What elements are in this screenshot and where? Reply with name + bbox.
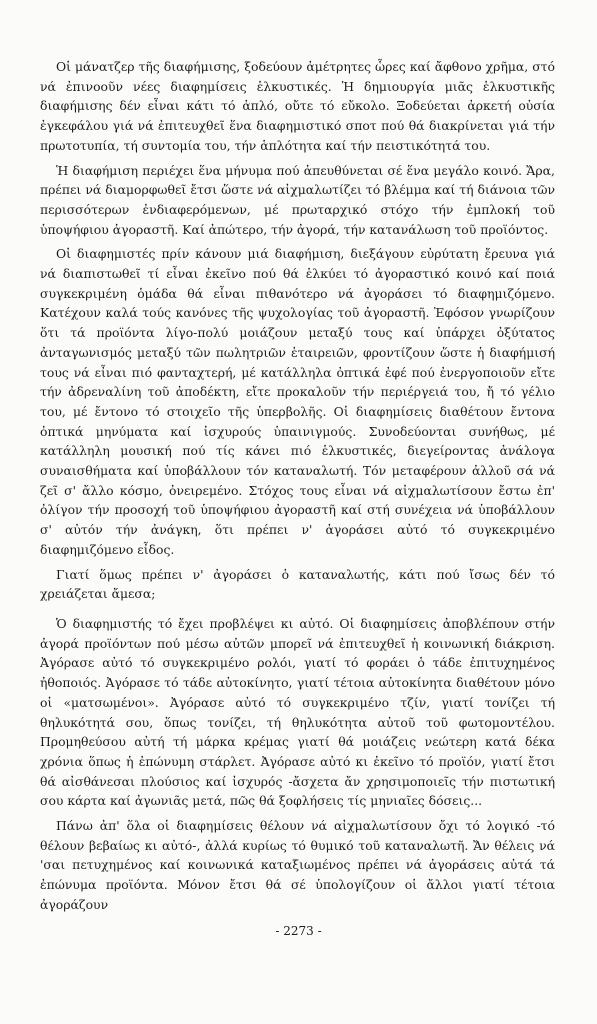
paragraph-2: Ἡ διαφήμιση περιέχει ἕνα μήνυμα πού ἀπευθύνεται σέ ἕνα μεγάλο κοινό. Ἄρα, πρέπει νά διαμορφωθεῖ ἔτσι ὥστε νά αἰχμαλωτίζει τό βλέμμα καί τή διάνοια τῶν περισσότερων ἐνδιαφερόμενων, μέ πρωταρχικό στόχο τήν ἐμπλοκή τοῦ ὑποψήφιου ἀγοραστῆ. Καί ἀπώτερο, τήν ἀγορά, τήν κατανάλωση τοῦ προϊόντος. xyxy=(40,162,555,237)
paragraph-5: Ὁ διαφημιστής τό ἔχει προβλέψει κι αὐτό. Οἱ διαφημίσεις ἀποβλέπουν στήν ἀγορά προϊόντων πού μέσω αὐτῶν μπορεῖ νά ἐπιτευχθεῖ ἡ κοινωνική διάκριση. Ἀγόρασε αὐτό τό συγκεκριμένο ρολόι, γιατί τό φοράει ὁ τάδε ἐπιτυχημένος ἠθοποιός. Ἀγόρασε τό τάδε αὐτοκίνητο, γιατί τέτοια αὐτοκίνητα διαθέτουν μόνο οἱ «ματσωμένοι». Ἀγόρασε αὐτό τό συγκεκριμένο τζίν, γιατί τονίζει τή θηλυκότητά σου, ὅπως τονίζει, τή θηλυκότητα αὐτοῦ τοῦ φωτομοντέλου. Προμηθεύσου αὐτή τή μάρκα κρέμας γιατί θά μοιάζεις νεώτερη κατά δέκα χρόνια ὅπως ἡ ἐπώνυμη στάρλετ. Ἀγόρασε αὐτό κι ἐκεῖνο τό προϊόν, γιατί ἔτσι θά αἰσθάνεσαι πλούσιος καί ἰσχυρός -ἄσχετα ἄν χρησιμοποιεῖς τήν πιστωτική σου κάρτα καί ἀγωνιᾶς μετά, πῶς θά ξοφλήσεις τίς μηνιαῖες δόσεις... xyxy=(40,615,555,809)
page-number: - 2273 - xyxy=(275,924,322,938)
paragraph-3: Οἱ διαφημιστές πρίν κάνουν μιά διαφήμιση, διεξάγουν εὐρύτατη ἔρευνα γιά νά διαπιστωθεῖ τί εἶναι ἐκεῖνο πού θά ἑλκύει τό ἀγοραστικό κοινό καί ποιά συγκεκριμένη ὁμάδα θά εἶναι πιθανότερο νά ἀγοράσει τό διαφημιζόμενο. Κατέχουν καλά τούς κανόνες τῆς ψυχολογίας τοῦ ἀγοραστῆ. Ἐφόσον γνωρίζουν ὅτι τά προϊόντα λίγο-πολύ μοιάζουν μεταξύ τους καί ὑπάρχει ὀξύτατος ἀνταγωνισμός μεταξύ τῶν πωλητριῶν ἑταιρειῶν, φροντίζουν ὥστε ἡ διαφήμισή τους νά εἶναι πιό φανταχτερή, μέ κατάλληλα ὀπτικά ἐφέ πού ἐνεργοποιοῦν εἴτε τήν ἀδρεναλίνη τοῦ ἀποδέκτη, εἴτε προκαλοῦν τήν περιέργειά του, ἤ τό γέλιο του, μέ ἔντονο τό στοιχεῖο τῆς ὑπερβολῆς. Οἱ διαφημίσεις διαθέτουν ἔντονα ὀπτικά μηνύματα καί ἰσχυρούς ὑπαινιγμούς. Συνοδεύονται συνήθως, μέ κατάλληλη μουσική πού τίς κάνει πιό ἑλκυστικές, διεγείροντας ἀνάλογα συναισθήματα καί ὑποβάλλουν τόν καταναλωτή. Τόν μεταφέρουν ἀλλοῦ σά νά ζεῖ σ' ἄλλο κόσμο, ὀνειρεμένο. Στόχος τους εἶναι νά αἰχμαλωτίσουν ἔστω ἐπ' ὀλίγον τήν προσοχή τοῦ ὑποψήφιου ἀγοραστῆ καί στή συνέχεια νά ὑποβάλλουν σ' αὐτόν τήν ἀνάγκη, ὅτι πρέπει ν' ἀγοράσει αὐτό τό συγκεκριμένο διαφημιζόμενο εἶδος. xyxy=(40,246,555,557)
paragraph-6: Πάνω ἀπ' ὅλα οἱ διαφημίσεις θέλουν νά αἰχμαλωτίσουν ὄχι τό λογικό -τό θέλουν βεβαίως κι αὐτό-, ἀλλά κυρίως τό θυμικό τοῦ καταναλωτῆ. Ἄν θέλεις νά 'σαι πετυχημένος καί κοινωνικά καταξιωμένος πρέπει νά ἀγοράσεις αὐτά τά ἐπώνυμα προϊόντα. Μόνον ἔτσι θά σέ ὑπολογίζουν οἱ ἄλλοι γιατί τέτοια ἀγοράζουν xyxy=(40,818,555,912)
body-text xyxy=(40,57,555,920)
paragraph-4: Γιατί ὅμως πρέπει ν' ἀγοράσει ὁ καταναλωτής, κάτι πού ἴσως δέν τό χρειάζεται ἄμεσα; xyxy=(40,566,555,602)
paragraph-1: Οἱ μάνατζερ τῆς διαφήμισης, ξοδεύουν ἀμέτρητες ὧρες καί ἄφθονο χρῆμα, στό νά ἐπινοοῦν νέες διαφημίσεις ἑλκυστικές. Ἡ δημιουργία μιᾶς ἑλκυστικῆς διαφήμισης δέν εἶναι κάτι τό ἁπλό, οὔτε τό εὔκολο. Ξοδεύεται ἀρκετή οὐσία ἐγκεφάλου γιά νά ἐπιτευχθεῖ ἕνα διαφημιστικό σποτ πού θά διακρίνεται γιά τήν πρωτοτυπία, τή συντομία του, τήν ἁπλότητα καί τήν πειστικότητά του. xyxy=(40,59,555,153)
